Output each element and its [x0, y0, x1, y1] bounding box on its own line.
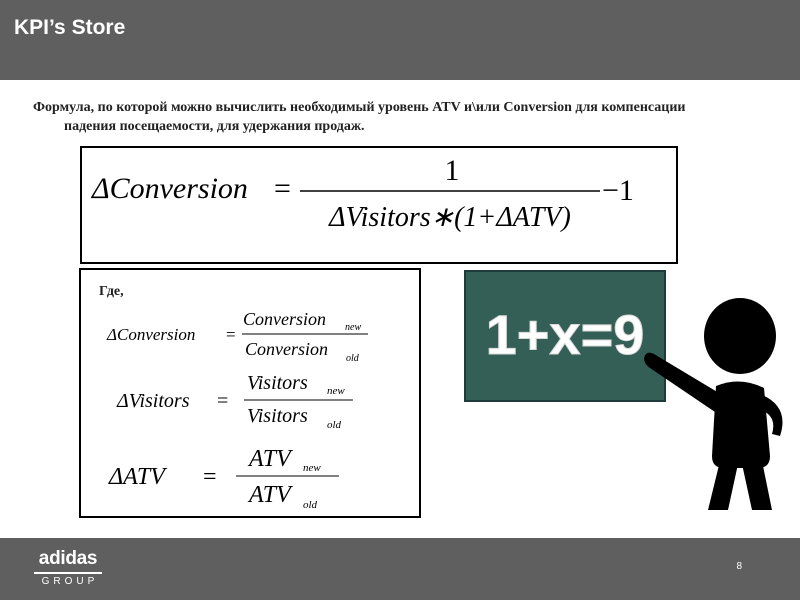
logo-subtitle: GROUP	[41, 576, 99, 587]
conversion-numerator-sub: new	[345, 322, 362, 333]
figure-pointing-arm	[644, 353, 724, 414]
atv-denominator: ATV	[249, 482, 291, 508]
adidas-group-logo	[28, 549, 108, 588]
conversion-numerator: Conversion	[243, 309, 326, 329]
page-number: 8	[736, 561, 742, 572]
atv-numerator-sub: new	[303, 462, 321, 474]
main-formula-equals: =	[274, 172, 291, 205]
stick-figure-icon	[640, 296, 800, 516]
visitors-denominator-sub: old	[327, 419, 342, 431]
logo-word: adidas	[38, 548, 98, 569]
figure-left-leg	[708, 461, 738, 510]
intro-line-1: Формула, по которой можно вычислить необходимый уровень ATV и\или Conversion для компенсации	[33, 100, 686, 115]
definitions-box	[79, 268, 421, 518]
main-formula-box	[80, 146, 678, 264]
conversion-denominator-sub: old	[346, 353, 359, 364]
atv-definition	[108, 446, 339, 511]
slide-title: KPI’s Store	[14, 16, 126, 39]
visitors-numerator: Visitors	[247, 372, 308, 394]
conversion-denominator: Conversion	[245, 339, 328, 359]
atv-equals: =	[203, 464, 217, 490]
visitors-denominator: Visitors	[247, 405, 308, 427]
board-equation-text: 1+x=9	[485, 303, 645, 366]
main-formula-numerator: 1	[444, 154, 460, 187]
atv-lhs: ΔATV	[109, 464, 165, 490]
figure-head	[704, 298, 776, 374]
chalkboard-equation	[466, 272, 664, 400]
figure-right-leg	[742, 461, 772, 510]
main-formula-tail: −1	[602, 174, 634, 207]
footer-bar	[0, 538, 800, 600]
atv-denominator-sub: old	[303, 499, 318, 511]
intro-text	[33, 98, 768, 136]
intro-line-2: падения посещаемости, для удержания продаж.	[64, 119, 365, 134]
visitors-definition	[116, 372, 353, 431]
conversion-equals: =	[226, 325, 236, 344]
definition-formulas	[81, 270, 419, 516]
main-formula	[82, 148, 676, 262]
atv-numerator: ATV	[249, 446, 291, 472]
visitors-numerator-sub: new	[327, 385, 345, 397]
visitors-equals: =	[217, 390, 229, 412]
visitors-lhs: ΔVisitors	[117, 390, 190, 412]
chalkboard	[464, 270, 666, 402]
header-bar	[0, 0, 800, 80]
main-formula-lhs: ΔConversion	[92, 172, 248, 205]
main-formula-denominator: ΔVisitors∗(1+ΔATV)	[329, 202, 571, 233]
conversion-lhs: ΔConversion	[107, 325, 196, 344]
conversion-definition	[106, 309, 368, 364]
logo-divider	[34, 572, 102, 574]
where-label: Где,	[99, 284, 124, 299]
